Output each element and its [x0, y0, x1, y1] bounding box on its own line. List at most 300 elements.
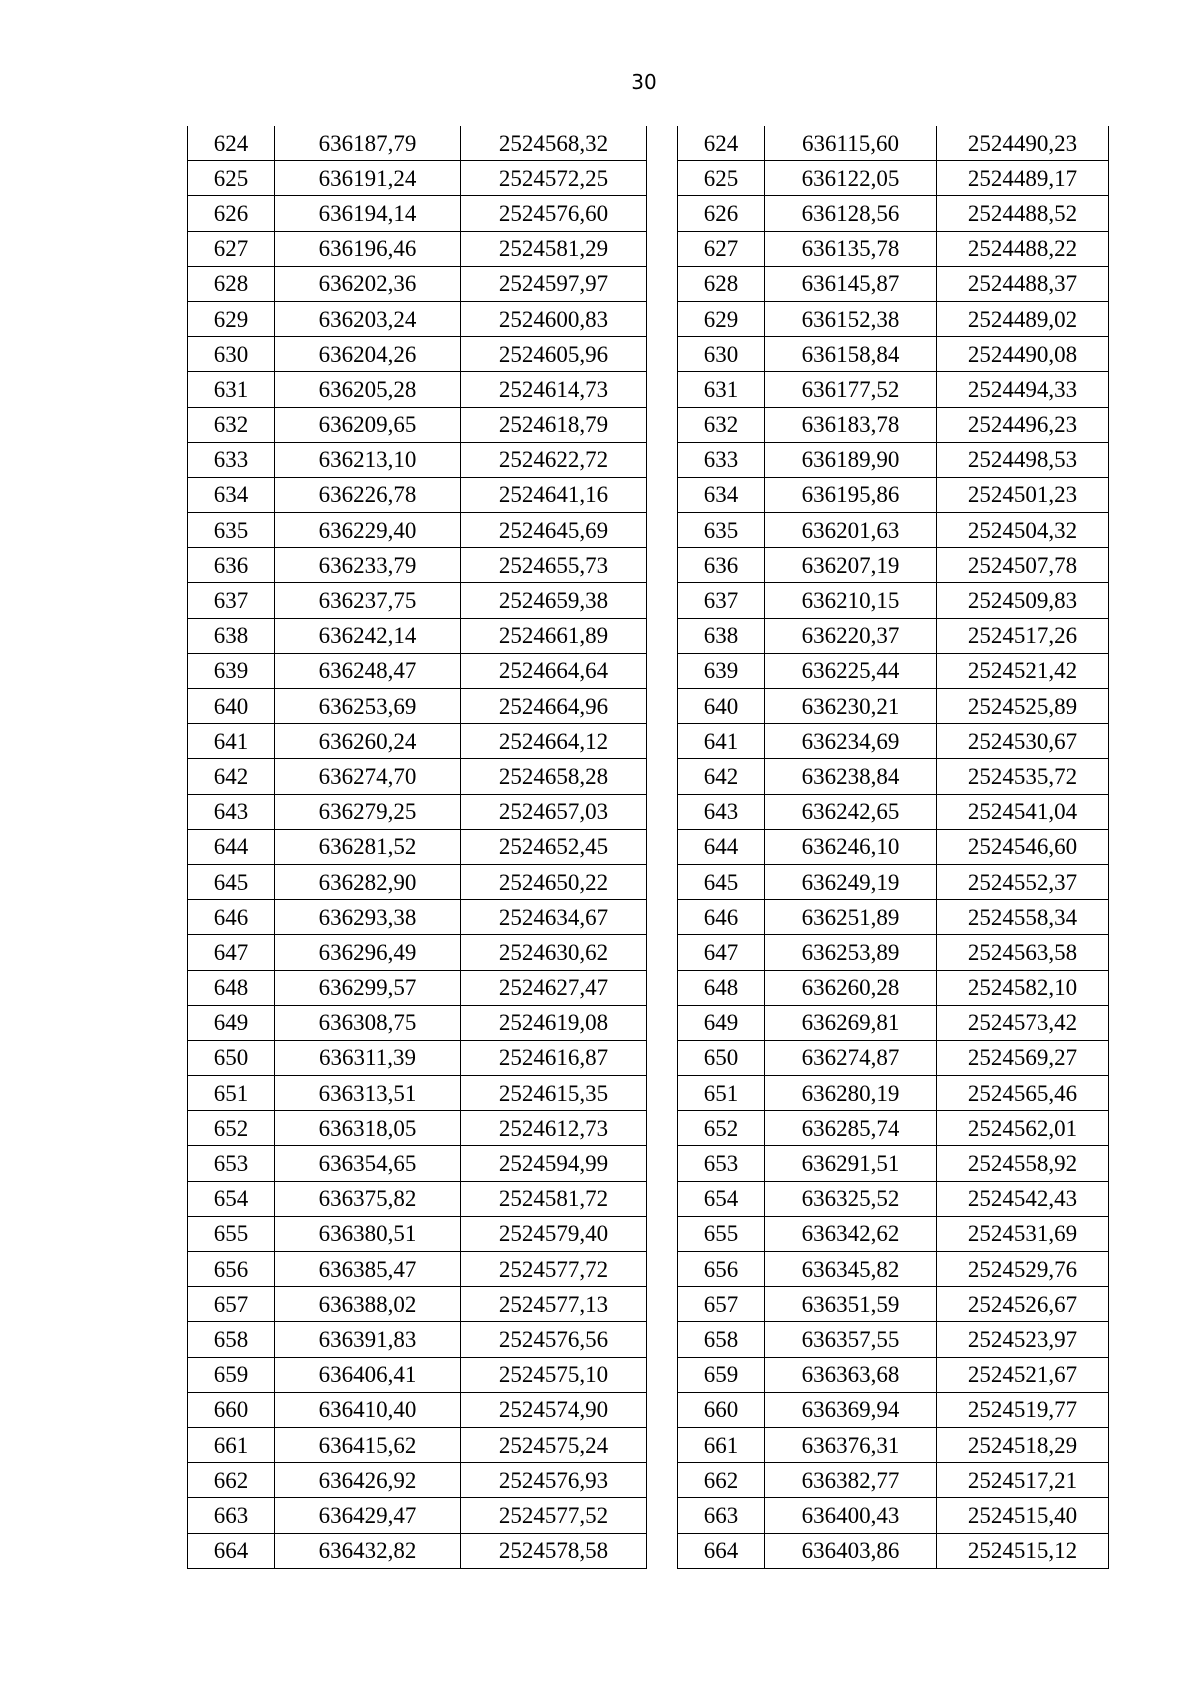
point-number-cell: 661: [188, 1427, 275, 1462]
table-row: [188, 1076, 647, 1111]
table-row: [678, 1392, 1109, 1427]
table-row: [188, 337, 647, 372]
y-coordinate-cell: 2524523,97: [937, 1322, 1109, 1357]
point-number-cell: 647: [678, 935, 765, 970]
x-coordinate-cell: 636274,87: [765, 1040, 937, 1075]
x-coordinate-cell: 636318,05: [275, 1111, 461, 1146]
y-coordinate-cell: 2524664,64: [461, 653, 647, 688]
y-coordinate-cell: 2524518,29: [937, 1427, 1109, 1462]
point-number-cell: 624: [188, 126, 275, 161]
point-number-cell: 664: [678, 1533, 765, 1568]
x-coordinate-cell: 636403,86: [765, 1533, 937, 1568]
y-coordinate-cell: 2524558,92: [937, 1146, 1109, 1181]
table-row: [188, 724, 647, 759]
table-row: [188, 1252, 647, 1287]
x-coordinate-cell: 636299,57: [275, 970, 461, 1005]
x-coordinate-cell: 636325,52: [765, 1181, 937, 1216]
point-number-cell: 645: [188, 864, 275, 899]
point-number-cell: 631: [188, 372, 275, 407]
coordinates-table-right: [677, 126, 1109, 1569]
y-coordinate-cell: 2524530,67: [937, 724, 1109, 759]
table-row: [678, 689, 1109, 724]
table-row: [188, 970, 647, 1005]
point-number-cell: 642: [188, 759, 275, 794]
x-coordinate-cell: 636242,65: [765, 794, 937, 829]
point-number-cell: 663: [678, 1498, 765, 1533]
point-number-cell: 631: [678, 372, 765, 407]
y-coordinate-cell: 2524573,42: [937, 1005, 1109, 1040]
point-number-cell: 637: [678, 583, 765, 618]
point-number-cell: 635: [188, 513, 275, 548]
point-number-cell: 629: [188, 301, 275, 336]
y-coordinate-cell: 2524575,10: [461, 1357, 647, 1392]
y-coordinate-cell: 2524509,83: [937, 583, 1109, 618]
table-row: [678, 829, 1109, 864]
y-coordinate-cell: 2524600,83: [461, 301, 647, 336]
table-row: [678, 1533, 1109, 1568]
x-coordinate-cell: 636145,87: [765, 266, 937, 301]
x-coordinate-cell: 636293,38: [275, 900, 461, 935]
x-coordinate-cell: 636351,59: [765, 1287, 937, 1322]
x-coordinate-cell: 636229,40: [275, 513, 461, 548]
table-row: [188, 1040, 647, 1075]
table-row: [678, 794, 1109, 829]
point-number-cell: 639: [678, 653, 765, 688]
point-number-cell: 626: [188, 196, 275, 231]
table-row: [188, 196, 647, 231]
x-coordinate-cell: 636233,79: [275, 548, 461, 583]
y-coordinate-cell: 2524546,60: [937, 829, 1109, 864]
table-row: [188, 653, 647, 688]
x-coordinate-cell: 636296,49: [275, 935, 461, 970]
x-coordinate-cell: 636415,62: [275, 1427, 461, 1462]
point-number-cell: 654: [188, 1181, 275, 1216]
x-coordinate-cell: 636213,10: [275, 442, 461, 477]
point-number-cell: 625: [678, 161, 765, 196]
y-coordinate-cell: 2524650,22: [461, 864, 647, 899]
point-number-cell: 656: [678, 1252, 765, 1287]
table-row: [678, 1322, 1109, 1357]
point-number-cell: 650: [678, 1040, 765, 1075]
point-number-cell: 648: [678, 970, 765, 1005]
x-coordinate-cell: 636249,19: [765, 864, 937, 899]
point-number-cell: 634: [188, 477, 275, 512]
y-coordinate-cell: 2524661,89: [461, 618, 647, 653]
table-row: [678, 1111, 1109, 1146]
point-number-cell: 636: [678, 548, 765, 583]
x-coordinate-cell: 636115,60: [765, 126, 937, 161]
point-number-cell: 638: [678, 618, 765, 653]
point-number-cell: 663: [188, 1498, 275, 1533]
x-coordinate-cell: 636260,28: [765, 970, 937, 1005]
x-coordinate-cell: 636177,52: [765, 372, 937, 407]
page-number: 30: [631, 70, 657, 94]
point-number-cell: 627: [188, 231, 275, 266]
x-coordinate-cell: 636291,51: [765, 1146, 937, 1181]
point-number-cell: 632: [188, 407, 275, 442]
table-row: [678, 407, 1109, 442]
point-number-cell: 659: [188, 1357, 275, 1392]
y-coordinate-cell: 2524576,93: [461, 1463, 647, 1498]
y-coordinate-cell: 2524581,29: [461, 231, 647, 266]
point-number-cell: 627: [678, 231, 765, 266]
x-coordinate-cell: 636285,74: [765, 1111, 937, 1146]
table-row: [188, 477, 647, 512]
point-number-cell: 660: [678, 1392, 765, 1427]
point-number-cell: 643: [678, 794, 765, 829]
y-coordinate-cell: 2524577,13: [461, 1287, 647, 1322]
y-coordinate-cell: 2524578,58: [461, 1533, 647, 1568]
x-coordinate-cell: 636122,05: [765, 161, 937, 196]
y-coordinate-cell: 2524489,02: [937, 301, 1109, 336]
x-coordinate-cell: 636238,84: [765, 759, 937, 794]
x-coordinate-cell: 636400,43: [765, 1498, 937, 1533]
table-row: [678, 1040, 1109, 1075]
point-number-cell: 636: [188, 548, 275, 583]
x-coordinate-cell: 636191,24: [275, 161, 461, 196]
x-coordinate-cell: 636311,39: [275, 1040, 461, 1075]
y-coordinate-cell: 2524576,56: [461, 1322, 647, 1357]
y-coordinate-cell: 2524515,40: [937, 1498, 1109, 1533]
y-coordinate-cell: 2524521,42: [937, 653, 1109, 688]
table-row: [188, 864, 647, 899]
point-number-cell: 633: [678, 442, 765, 477]
table-row: [188, 1146, 647, 1181]
x-coordinate-cell: 636226,78: [275, 477, 461, 512]
y-coordinate-cell: 2524574,90: [461, 1392, 647, 1427]
table-row: [678, 1146, 1109, 1181]
table-row: [678, 442, 1109, 477]
y-coordinate-cell: 2524496,23: [937, 407, 1109, 442]
table-row: [678, 1216, 1109, 1251]
x-coordinate-cell: 636194,14: [275, 196, 461, 231]
y-coordinate-cell: 2524655,73: [461, 548, 647, 583]
x-coordinate-cell: 636158,84: [765, 337, 937, 372]
x-coordinate-cell: 636152,38: [765, 301, 937, 336]
y-coordinate-cell: 2524501,23: [937, 477, 1109, 512]
y-coordinate-cell: 2524489,17: [937, 161, 1109, 196]
x-coordinate-cell: 636253,89: [765, 935, 937, 970]
x-coordinate-cell: 636248,47: [275, 653, 461, 688]
table-row: [188, 829, 647, 864]
y-coordinate-cell: 2524645,69: [461, 513, 647, 548]
table-row: [678, 1357, 1109, 1392]
y-coordinate-cell: 2524615,35: [461, 1076, 647, 1111]
table-row: [678, 372, 1109, 407]
point-number-cell: 650: [188, 1040, 275, 1075]
point-number-cell: 646: [188, 900, 275, 935]
table-row: [188, 583, 647, 618]
y-coordinate-cell: 2524529,76: [937, 1252, 1109, 1287]
x-coordinate-cell: 636189,90: [765, 442, 937, 477]
y-coordinate-cell: 2524575,24: [461, 1427, 647, 1462]
y-coordinate-cell: 2524519,77: [937, 1392, 1109, 1427]
point-number-cell: 643: [188, 794, 275, 829]
point-number-cell: 646: [678, 900, 765, 935]
point-number-cell: 664: [188, 1533, 275, 1568]
table-row: [678, 1252, 1109, 1287]
point-number-cell: 645: [678, 864, 765, 899]
point-number-cell: 630: [678, 337, 765, 372]
y-coordinate-cell: 2524526,67: [937, 1287, 1109, 1322]
table-row: [188, 231, 647, 266]
x-coordinate-cell: 636308,75: [275, 1005, 461, 1040]
y-coordinate-cell: 2524542,43: [937, 1181, 1109, 1216]
x-coordinate-cell: 636207,19: [765, 548, 937, 583]
x-coordinate-cell: 636313,51: [275, 1076, 461, 1111]
x-coordinate-cell: 636426,92: [275, 1463, 461, 1498]
table-row: [678, 301, 1109, 336]
y-coordinate-cell: 2524616,87: [461, 1040, 647, 1075]
table-row: [188, 442, 647, 477]
point-number-cell: 653: [678, 1146, 765, 1181]
table-row: [678, 161, 1109, 196]
point-number-cell: 640: [188, 689, 275, 724]
point-number-cell: 655: [188, 1216, 275, 1251]
y-coordinate-cell: 2524619,08: [461, 1005, 647, 1040]
table-row: [188, 372, 647, 407]
y-coordinate-cell: 2524630,62: [461, 935, 647, 970]
point-number-cell: 635: [678, 513, 765, 548]
table-row: [188, 513, 647, 548]
y-coordinate-cell: 2524541,04: [937, 794, 1109, 829]
table-row: [188, 1498, 647, 1533]
y-coordinate-cell: 2524488,22: [937, 231, 1109, 266]
point-number-cell: 662: [188, 1463, 275, 1498]
y-coordinate-cell: 2524582,10: [937, 970, 1109, 1005]
point-number-cell: 638: [188, 618, 275, 653]
x-coordinate-cell: 636363,68: [765, 1357, 937, 1392]
y-coordinate-cell: 2524657,03: [461, 794, 647, 829]
x-coordinate-cell: 636135,78: [765, 231, 937, 266]
table-row: [678, 618, 1109, 653]
x-coordinate-cell: 636246,10: [765, 829, 937, 864]
y-coordinate-cell: 2524562,01: [937, 1111, 1109, 1146]
y-coordinate-cell: 2524531,69: [937, 1216, 1109, 1251]
x-coordinate-cell: 636128,56: [765, 196, 937, 231]
table-row: [188, 1216, 647, 1251]
x-coordinate-cell: 636410,40: [275, 1392, 461, 1427]
point-number-cell: 653: [188, 1146, 275, 1181]
point-number-cell: 652: [678, 1111, 765, 1146]
x-coordinate-cell: 636357,55: [765, 1322, 937, 1357]
x-coordinate-cell: 636391,83: [275, 1322, 461, 1357]
y-coordinate-cell: 2524521,67: [937, 1357, 1109, 1392]
table-row: [188, 935, 647, 970]
y-coordinate-cell: 2524577,72: [461, 1252, 647, 1287]
x-coordinate-cell: 636201,63: [765, 513, 937, 548]
table-row: [188, 618, 647, 653]
point-number-cell: 628: [188, 266, 275, 301]
table-row: [188, 1392, 647, 1427]
x-coordinate-cell: 636376,31: [765, 1427, 937, 1462]
table-row: [678, 231, 1109, 266]
table-row: [188, 689, 647, 724]
x-coordinate-cell: 636279,25: [275, 794, 461, 829]
point-number-cell: 634: [678, 477, 765, 512]
table-row: [678, 1287, 1109, 1322]
y-coordinate-cell: 2524597,97: [461, 266, 647, 301]
table-row: [188, 407, 647, 442]
x-coordinate-cell: 636209,65: [275, 407, 461, 442]
y-coordinate-cell: 2524488,52: [937, 196, 1109, 231]
x-coordinate-cell: 636269,81: [765, 1005, 937, 1040]
point-number-cell: 642: [678, 759, 765, 794]
point-number-cell: 637: [188, 583, 275, 618]
table-row: [678, 759, 1109, 794]
y-coordinate-cell: 2524577,52: [461, 1498, 647, 1533]
x-coordinate-cell: 636281,52: [275, 829, 461, 864]
x-coordinate-cell: 636253,69: [275, 689, 461, 724]
x-coordinate-cell: 636282,90: [275, 864, 461, 899]
point-number-cell: 652: [188, 1111, 275, 1146]
x-coordinate-cell: 636183,78: [765, 407, 937, 442]
table-row: [188, 1287, 647, 1322]
y-coordinate-cell: 2524517,21: [937, 1463, 1109, 1498]
y-coordinate-cell: 2524612,73: [461, 1111, 647, 1146]
x-coordinate-cell: 636354,65: [275, 1146, 461, 1181]
y-coordinate-cell: 2524627,47: [461, 970, 647, 1005]
table-row: [678, 1427, 1109, 1462]
table-row: [188, 126, 647, 161]
point-number-cell: 641: [188, 724, 275, 759]
point-number-cell: 658: [678, 1322, 765, 1357]
point-number-cell: 641: [678, 724, 765, 759]
table-row: [678, 1498, 1109, 1533]
point-number-cell: 657: [678, 1287, 765, 1322]
x-coordinate-cell: 636429,47: [275, 1498, 461, 1533]
table-row: [188, 759, 647, 794]
x-coordinate-cell: 636225,44: [765, 653, 937, 688]
point-number-cell: 660: [188, 1392, 275, 1427]
x-coordinate-cell: 636432,82: [275, 1533, 461, 1568]
point-number-cell: 629: [678, 301, 765, 336]
table-row: [188, 266, 647, 301]
y-coordinate-cell: 2524515,12: [937, 1533, 1109, 1568]
point-number-cell: 630: [188, 337, 275, 372]
x-coordinate-cell: 636388,02: [275, 1287, 461, 1322]
table-row: [188, 301, 647, 336]
table-row: [678, 970, 1109, 1005]
table-row: [188, 1322, 647, 1357]
table-row: [188, 794, 647, 829]
coordinates-table-left: [187, 126, 647, 1569]
point-number-cell: 648: [188, 970, 275, 1005]
y-coordinate-cell: 2524525,89: [937, 689, 1109, 724]
y-coordinate-cell: 2524605,96: [461, 337, 647, 372]
x-coordinate-cell: 636203,24: [275, 301, 461, 336]
y-coordinate-cell: 2524517,26: [937, 618, 1109, 653]
y-coordinate-cell: 2524581,72: [461, 1181, 647, 1216]
table-row: [188, 1181, 647, 1216]
table-row: [678, 900, 1109, 935]
table-row: [678, 196, 1109, 231]
x-coordinate-cell: 636187,79: [275, 126, 461, 161]
table-row: [188, 548, 647, 583]
y-coordinate-cell: 2524572,25: [461, 161, 647, 196]
y-coordinate-cell: 2524568,32: [461, 126, 647, 161]
x-coordinate-cell: 636251,89: [765, 900, 937, 935]
table-row: [678, 548, 1109, 583]
x-coordinate-cell: 636242,14: [275, 618, 461, 653]
y-coordinate-cell: 2524490,23: [937, 126, 1109, 161]
y-coordinate-cell: 2524658,28: [461, 759, 647, 794]
table-row: [678, 1076, 1109, 1111]
x-coordinate-cell: 636345,82: [765, 1252, 937, 1287]
y-coordinate-cell: 2524494,33: [937, 372, 1109, 407]
point-number-cell: 661: [678, 1427, 765, 1462]
point-number-cell: 649: [678, 1005, 765, 1040]
point-number-cell: 651: [188, 1076, 275, 1111]
x-coordinate-cell: 636234,69: [765, 724, 937, 759]
point-number-cell: 651: [678, 1076, 765, 1111]
point-number-cell: 649: [188, 1005, 275, 1040]
y-coordinate-cell: 2524498,53: [937, 442, 1109, 477]
table-row: [678, 126, 1109, 161]
x-coordinate-cell: 636202,36: [275, 266, 461, 301]
x-coordinate-cell: 636210,15: [765, 583, 937, 618]
y-coordinate-cell: 2524552,37: [937, 864, 1109, 899]
y-coordinate-cell: 2524488,37: [937, 266, 1109, 301]
x-coordinate-cell: 636196,46: [275, 231, 461, 266]
y-coordinate-cell: 2524569,27: [937, 1040, 1109, 1075]
point-number-cell: 658: [188, 1322, 275, 1357]
x-coordinate-cell: 636385,47: [275, 1252, 461, 1287]
y-coordinate-cell: 2524622,72: [461, 442, 647, 477]
y-coordinate-cell: 2524618,79: [461, 407, 647, 442]
y-coordinate-cell: 2524507,78: [937, 548, 1109, 583]
x-coordinate-cell: 636204,26: [275, 337, 461, 372]
point-number-cell: 662: [678, 1463, 765, 1498]
x-coordinate-cell: 636342,62: [765, 1216, 937, 1251]
point-number-cell: 639: [188, 653, 275, 688]
y-coordinate-cell: 2524579,40: [461, 1216, 647, 1251]
table-row: [678, 864, 1109, 899]
x-coordinate-cell: 636237,75: [275, 583, 461, 618]
table-row: [188, 900, 647, 935]
x-coordinate-cell: 636369,94: [765, 1392, 937, 1427]
point-number-cell: 632: [678, 407, 765, 442]
y-coordinate-cell: 2524641,16: [461, 477, 647, 512]
x-coordinate-cell: 636375,82: [275, 1181, 461, 1216]
point-number-cell: 657: [188, 1287, 275, 1322]
point-number-cell: 625: [188, 161, 275, 196]
table-row: [188, 1427, 647, 1462]
table-row: [678, 724, 1109, 759]
table-row: [678, 337, 1109, 372]
table-row: [678, 266, 1109, 301]
x-coordinate-cell: 636195,86: [765, 477, 937, 512]
table-row: [678, 1463, 1109, 1498]
y-coordinate-cell: 2524535,72: [937, 759, 1109, 794]
y-coordinate-cell: 2524659,38: [461, 583, 647, 618]
x-coordinate-cell: 636230,21: [765, 689, 937, 724]
point-number-cell: 655: [678, 1216, 765, 1251]
table-row: [188, 1533, 647, 1568]
y-coordinate-cell: 2524504,32: [937, 513, 1109, 548]
y-coordinate-cell: 2524634,67: [461, 900, 647, 935]
x-coordinate-cell: 636274,70: [275, 759, 461, 794]
x-coordinate-cell: 636406,41: [275, 1357, 461, 1392]
y-coordinate-cell: 2524594,99: [461, 1146, 647, 1181]
table-row: [678, 653, 1109, 688]
y-coordinate-cell: 2524558,34: [937, 900, 1109, 935]
point-number-cell: 626: [678, 196, 765, 231]
y-coordinate-cell: 2524563,58: [937, 935, 1109, 970]
y-coordinate-cell: 2524664,96: [461, 689, 647, 724]
table-row: [678, 583, 1109, 618]
x-coordinate-cell: 636260,24: [275, 724, 461, 759]
